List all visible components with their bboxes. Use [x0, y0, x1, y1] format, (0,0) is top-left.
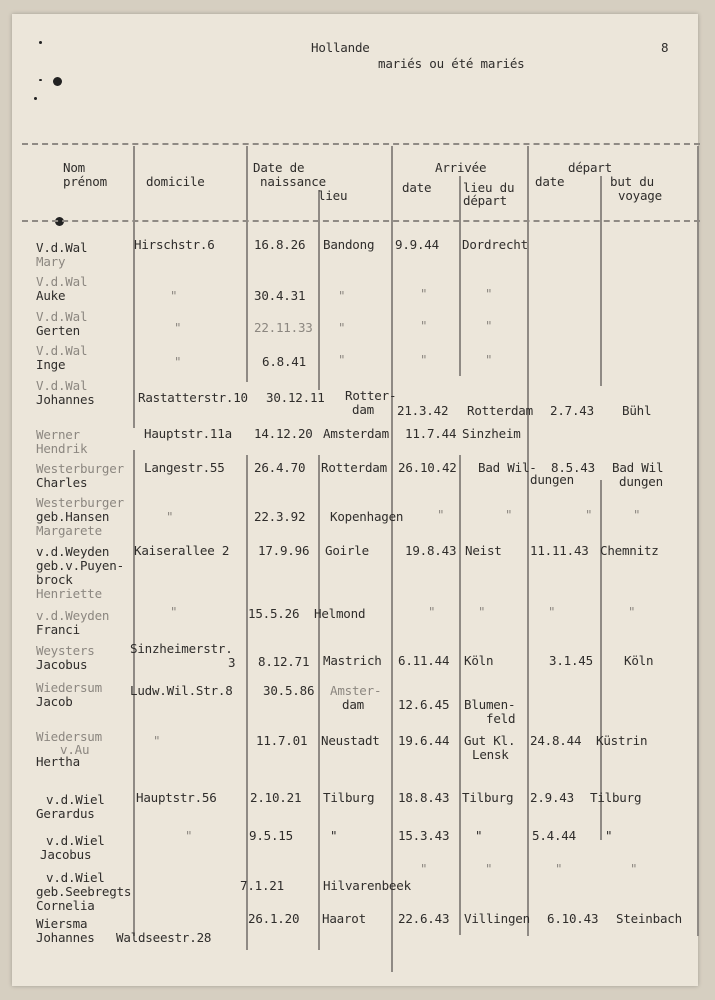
row-firstname: Johannes	[36, 930, 95, 945]
page-number: 8	[661, 40, 669, 55]
row-firstname: Charles	[36, 475, 88, 490]
row-departure-date: 24.8.44	[530, 733, 582, 748]
row-arrival-from: "	[485, 318, 493, 333]
column-divider	[527, 146, 529, 936]
row-arrival-date: 12.6.45	[398, 697, 450, 712]
row-birthplace: "	[338, 288, 346, 303]
row-arrival-date: "	[428, 604, 436, 619]
col-lieu: lieu	[318, 188, 348, 203]
row-arrival-date: 26.10.42	[398, 460, 457, 475]
row-purpose: Bad Wil	[612, 460, 664, 475]
row-arrival-from: Neist	[465, 543, 502, 558]
row-birthplace: Helmond	[314, 606, 366, 621]
col-prenom: prénom	[63, 174, 107, 189]
row-domicile: Waldseestr.28	[116, 930, 212, 945]
row-arrival-from: Tilburg	[462, 790, 514, 805]
row-domicile: "	[174, 354, 182, 369]
row-domicile: "	[170, 288, 178, 303]
row-firstname: Hendrik	[36, 441, 88, 456]
row-arrival-from: Köln	[464, 653, 494, 668]
row-purpose: "	[628, 604, 636, 619]
row-arrival-date: "	[420, 318, 428, 333]
row-firstname: Henriette	[36, 586, 102, 601]
row-firstname: Johannes	[36, 392, 95, 407]
row-domicile: "	[170, 604, 178, 619]
row-birthdate: 22.11.33	[254, 320, 313, 335]
column-divider	[600, 176, 602, 386]
row-birthplace: Haarot	[322, 911, 366, 926]
column-divider	[391, 146, 393, 972]
row-name: V.d.Wal	[36, 343, 88, 358]
row-purpose-cont: dungen	[619, 474, 663, 489]
row-firstname: Auke	[36, 288, 66, 303]
row-birthplace: Bandong	[323, 237, 375, 252]
row-birthplace: "	[330, 828, 338, 843]
row-arrival-from-cont: Lensk	[472, 747, 509, 762]
row-domicile-cont: 3	[228, 655, 236, 670]
row-firstname: Jacob	[36, 694, 73, 709]
row-domicile: Hirschstr.6	[134, 237, 215, 252]
col-arrivee: Arrivée	[435, 160, 487, 175]
row-arrival-date: "	[420, 861, 428, 876]
row-arrival-from: Rotterdam	[467, 403, 533, 418]
row-arrival-from-cont: feld	[486, 711, 516, 726]
row-name-birth-cont: brock	[36, 572, 73, 587]
row-arrival-date: 19.6.44	[398, 733, 450, 748]
row-purpose: Küstrin	[596, 733, 648, 748]
col-lieu-depart: départ	[463, 193, 507, 208]
row-arrival-from: "	[478, 604, 486, 619]
row-arrival-from: Blumen-	[464, 697, 516, 712]
col-lieu-du: lieu du	[463, 180, 515, 195]
column-divider	[318, 455, 320, 950]
row-purpose: "	[605, 828, 613, 843]
header-subtitle: mariés ou été mariés	[378, 56, 525, 71]
row-name: v.d.Wiel	[46, 870, 105, 885]
row-arrival-date: 22.6.43	[398, 911, 450, 926]
row-arrival-date: 21.3.42	[397, 403, 449, 418]
row-arrival-date: 6.11.44	[398, 653, 450, 668]
row-arrival-from: Sinzheim	[462, 426, 521, 441]
row-birthplace: Hilvarenbeek	[323, 878, 411, 893]
col-dep-date: date	[535, 174, 565, 189]
row-name-birth: v.Au	[60, 742, 90, 757]
col-arr-date: date	[402, 180, 432, 195]
row-firstname: Cornelia	[36, 898, 95, 913]
row-name-birth: geb.v.Puyen-	[36, 558, 124, 573]
row-domicile: Hauptstr.56	[136, 790, 217, 805]
col-depart: départ	[568, 160, 612, 175]
row-birthplace-cont: dam	[352, 402, 374, 417]
row-arrival-from: Bad Wil-	[478, 460, 537, 475]
row-birthdate: 9.5.15	[249, 828, 293, 843]
row-firstname: Mary	[36, 254, 66, 269]
row-name-birth: geb.Hansen	[36, 509, 110, 524]
col-domicile: domicile	[146, 174, 205, 189]
row-departure-date: "	[548, 604, 556, 619]
row-name: Westerburger	[36, 461, 124, 476]
row-firstname: Hertha	[36, 754, 80, 769]
row-birthdate: 14.12.20	[254, 426, 313, 441]
row-departure-date: 11.11.43	[530, 543, 589, 558]
row-birthdate: 30.5.86	[263, 683, 315, 698]
row-departure-date: 3.1.45	[549, 653, 593, 668]
row-arrival-date: 11.7.44	[405, 426, 457, 441]
row-domicile: Langestr.55	[144, 460, 225, 475]
row-arrival-from: "	[485, 352, 493, 367]
row-arrival-from: Gut Kl.	[464, 733, 516, 748]
row-birthplace: Rotter-	[345, 388, 397, 403]
row-birthplace: "	[338, 352, 346, 367]
row-arrival-date: "	[420, 286, 428, 301]
row-arrival-from: Dordrecht	[462, 237, 528, 252]
row-birthdate: 7.1.21	[240, 878, 284, 893]
row-name: V.d.Wal	[36, 240, 88, 255]
row-birthplace: Goirle	[325, 543, 369, 558]
row-birthdate: 22.3.92	[254, 509, 306, 524]
row-birthdate: 30.12.11	[266, 390, 325, 405]
row-arrival-date: "	[420, 352, 428, 367]
column-divider	[600, 480, 602, 840]
row-firstname: Jacobus	[36, 657, 88, 672]
row-birthdate: 26.4.70	[254, 460, 306, 475]
row-departure-date: 2.7.43	[550, 403, 594, 418]
row-domicile: "	[174, 320, 182, 335]
column-divider	[459, 176, 461, 376]
row-arrival-date: 9.9.44	[395, 237, 439, 252]
row-birthplace: Amster-	[330, 683, 382, 698]
row-birthplace: Neustadt	[321, 733, 380, 748]
row-domicile: "	[185, 828, 193, 843]
row-name: v.d.Weyden	[36, 544, 110, 559]
row-birthdate: 16.8.26	[254, 237, 306, 252]
ink-dot	[39, 41, 42, 44]
row-departure-date: 2.9.43	[530, 790, 574, 805]
row-departure-date: "	[555, 861, 563, 876]
row-name: Westerburger	[36, 495, 124, 510]
row-birthdate: 26.1.20	[248, 911, 300, 926]
row-birthdate: 17.9.96	[258, 543, 310, 558]
row-departure-date: "	[585, 507, 593, 522]
header-bottom-rule	[22, 220, 700, 222]
col-but-du: but du	[610, 174, 654, 189]
row-name: v.d.Weyden	[36, 608, 110, 623]
row-domicile: Hauptstr.11a	[144, 426, 232, 441]
row-firstname: Inge	[36, 357, 66, 372]
row-arrival-date: 18.8.43	[398, 790, 450, 805]
row-arrival-from: "	[505, 507, 513, 522]
row-firstname: Franci	[36, 622, 80, 637]
row-birthdate: 8.12.71	[258, 654, 310, 669]
row-birthdate: 11.7.01	[256, 733, 308, 748]
row-arrival-from: "	[475, 828, 483, 843]
row-arrival-date: 15.3.43	[398, 828, 450, 843]
row-birthplace: Amsterdam	[323, 426, 389, 441]
column-divider	[459, 455, 461, 935]
row-purpose: Tilburg	[590, 790, 642, 805]
row-purpose: Köln	[624, 653, 654, 668]
row-arrival-date: 19.8.43	[405, 543, 457, 558]
row-domicile: "	[153, 733, 161, 748]
column-divider	[133, 146, 135, 428]
row-domicile: "	[166, 509, 174, 524]
row-firstname: Gerten	[36, 323, 80, 338]
ink-dot	[34, 97, 37, 100]
row-name: Werner	[36, 427, 80, 442]
row-purpose: Chemnitz	[600, 543, 659, 558]
row-birthdate: 2.10.21	[250, 790, 302, 805]
row-birthplace: Kopenhagen	[330, 509, 404, 524]
row-domicile: Rastatterstr.10	[138, 390, 248, 405]
row-birthplace: Rotterdam	[321, 460, 387, 475]
row-domicile: Ludw.Wil.Str.8	[130, 683, 233, 698]
row-arrival-from: "	[485, 861, 493, 876]
header-country: Hollande	[311, 40, 370, 55]
row-name: Wiedersum	[36, 729, 102, 744]
row-arrival-from: Villingen	[464, 911, 530, 926]
row-arrival-from: "	[485, 286, 493, 301]
row-birthplace: Mastrich	[323, 653, 382, 668]
row-birthplace: Tilburg	[323, 790, 375, 805]
col-nom: Nom	[63, 160, 85, 175]
row-purpose: "	[633, 507, 641, 522]
right-border	[697, 146, 699, 936]
row-name: v.d.Wiel	[46, 833, 105, 848]
row-purpose: "	[630, 861, 638, 876]
row-birthdate: 6.8.41	[262, 354, 306, 369]
row-departure-date: 5.4.44	[532, 828, 576, 843]
row-firstname: Margarete	[36, 523, 102, 538]
column-divider	[318, 190, 320, 390]
row-firstname: Jacobus	[40, 847, 92, 862]
row-arrival-from-cont: dungen	[530, 472, 574, 487]
row-firstname: Gerardus	[36, 806, 95, 821]
col-date-de: Date de	[253, 160, 305, 175]
row-departure-date: 8.5.43	[551, 460, 595, 475]
row-purpose: Steinbach	[616, 911, 682, 926]
col-voyage: voyage	[618, 188, 662, 203]
punch-hole-mark	[53, 77, 62, 86]
row-name-birth: geb.Seebregts	[36, 884, 132, 899]
column-divider	[246, 146, 248, 382]
row-name: V.d.Wal	[36, 274, 88, 289]
row-purpose: Bühl	[622, 403, 652, 418]
row-arrival-date: "	[437, 507, 445, 522]
row-birthplace: "	[338, 320, 346, 335]
row-birthplace-cont: dam	[342, 697, 364, 712]
row-name: Weysters	[36, 643, 95, 658]
row-name: V.d.Wal	[36, 378, 88, 393]
col-naissance: naissance	[260, 174, 326, 189]
table-top-rule	[22, 143, 700, 145]
row-name: V.d.Wal	[36, 309, 88, 324]
row-name: v.d.Wiel	[46, 792, 105, 807]
row-domicile: Sinzheimerstr.	[130, 641, 233, 656]
row-birthdate: 15.5.26	[248, 606, 300, 621]
row-birthdate: 30.4.31	[254, 288, 306, 303]
row-departure-date: 6.10.43	[547, 911, 599, 926]
row-name: Wiedersum	[36, 680, 102, 695]
row-name: Wiersma	[36, 916, 88, 931]
ink-dot	[39, 79, 42, 81]
row-domicile: Kaiserallee 2	[134, 543, 230, 558]
column-divider	[246, 455, 248, 950]
